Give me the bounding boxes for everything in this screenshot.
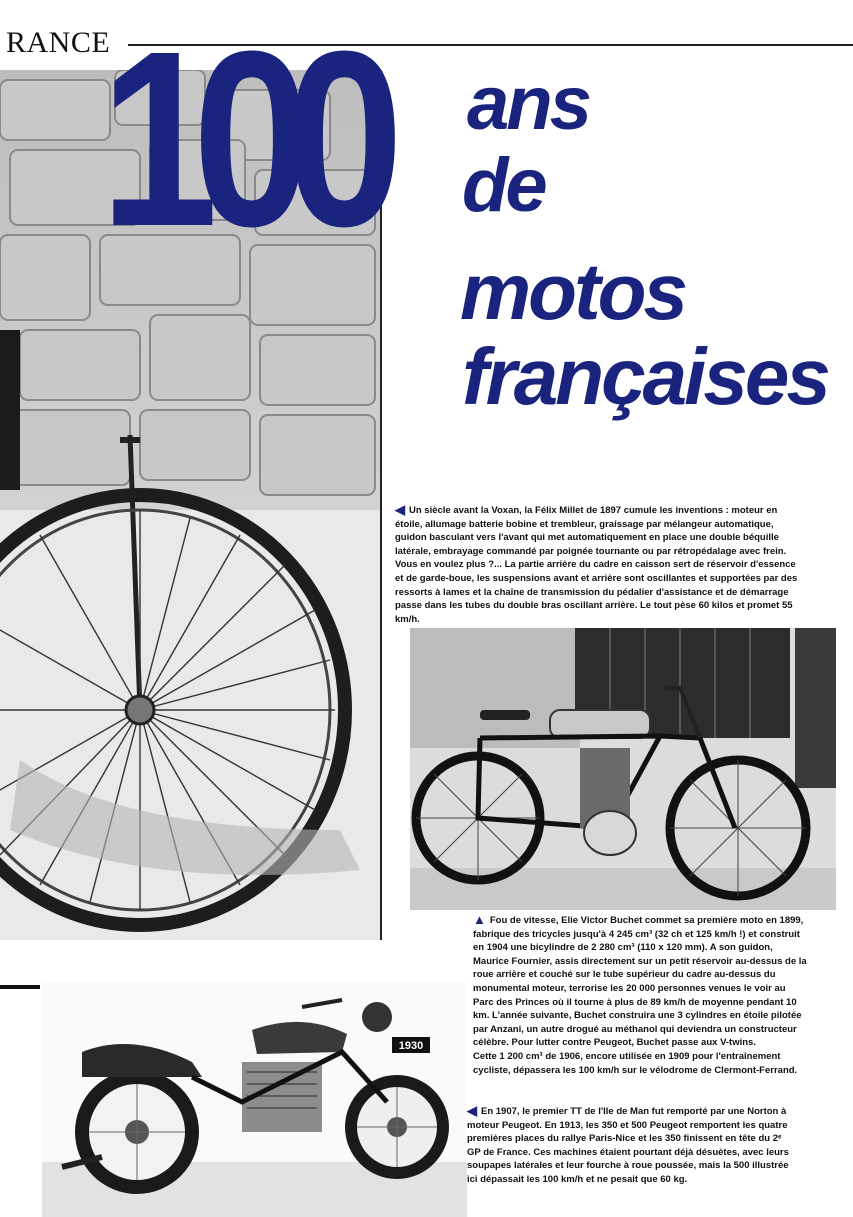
caption-text: En 1907, le premier TT de l'Ile de Man fut remporté par une Norton à moteur Peugeot. En 1913, les 350 et 500 Peugeot remportent les quatre premières places du rallye Paris-Nice et les 350 finissent en tête du 2ᵉ GP de France. Ces machines étaient pourtant déjà désuètes, avec leurs soupapes latérales et leur fourche à roue poussée, mais la 500 illustrée ici dépassait les 100 km/h et ne pesait que 60 kg.	[467, 1106, 789, 1185]
license-plate: 1930	[398, 1040, 424, 1052]
caption-text: Un siècle avant la Voxan, la Félix Millet de 1897 cumule les inventions : moteur en étoile, allumage batterie bobine et trembleur, graissage par mélangeur automatique, guidon basculant vers l'avant qui met automatiquement en place une double béquille latérale, embrayage commandé par poignée tournante ou par rétropédalage avec frein. Vous en voulez plus ?... La partie arrière du cadre en caisson sert de réservoir d'essence et de garde-boue, les suspensions avant et arrière sont oscillantes et supportées par des ressorts à lames et la chaîne de transmission du pédalier d'assistance et de démarrage passe dans les tubes du double bras oscillant arrière. Le tout pèse 60 kilos et promet 55 km/h.	[395, 505, 798, 625]
caption-peugeot	[467, 1104, 792, 1187]
title-word-ans: ans	[467, 61, 589, 146]
caption-felix-millet	[395, 503, 800, 626]
title-number: 100	[100, 0, 379, 278]
vintage-motorcycle-photo	[42, 982, 467, 1217]
section-label: RANCE	[6, 26, 120, 60]
small-rule	[0, 985, 40, 989]
column-rule	[380, 70, 382, 940]
caption-text-extra: Cette 1 200 cm³ de 1906, encore utilisée en 1909 pour l'entraînement cycliste, dépassera les 100 km/h sur le vélodrome de Clermont-Ferrand.	[473, 1050, 798, 1076]
buchet-racer-photo	[410, 628, 836, 910]
triangle-left-icon: ◀	[395, 502, 405, 517]
caption-text: Fou de vitesse, Elie Victor Buchet commet sa première moto en 1899, fabrique des tricycles jusqu'à 4 245 cm³ (32 ch et 125 km/h !) et construit en 1904 une bicylindre de 2 280 cm³ (110 x 120 mm). A son guidon, Maurice Fournier, assis directement sur un petit réservoir au-dessus de la roue arrière et couché sur le tube supérieur du cadre au-dessus du monumental moteur, terrorise les 20 000 personnes venues le voir au Parc des Princes où il tourne à plus de 89 km/h de moyenne pendant 10 km. L'année suivante, Buchet construira une 3 cylindres en étoile pilotée par Anzani, un autre drogué au méthanol qui deviendra un constructeur célèbre. Pour lutter contre Peugeot, Buchet passe aux V-twins.	[473, 915, 807, 1049]
title-word-francaises: françaises	[462, 332, 828, 421]
title-word-motos: motos	[460, 247, 685, 336]
caption-buchet	[473, 913, 808, 1077]
title-word-de: de	[462, 143, 545, 228]
triangle-up-icon: ▲	[473, 912, 486, 927]
triangle-left-icon: ◀	[467, 1103, 477, 1118]
